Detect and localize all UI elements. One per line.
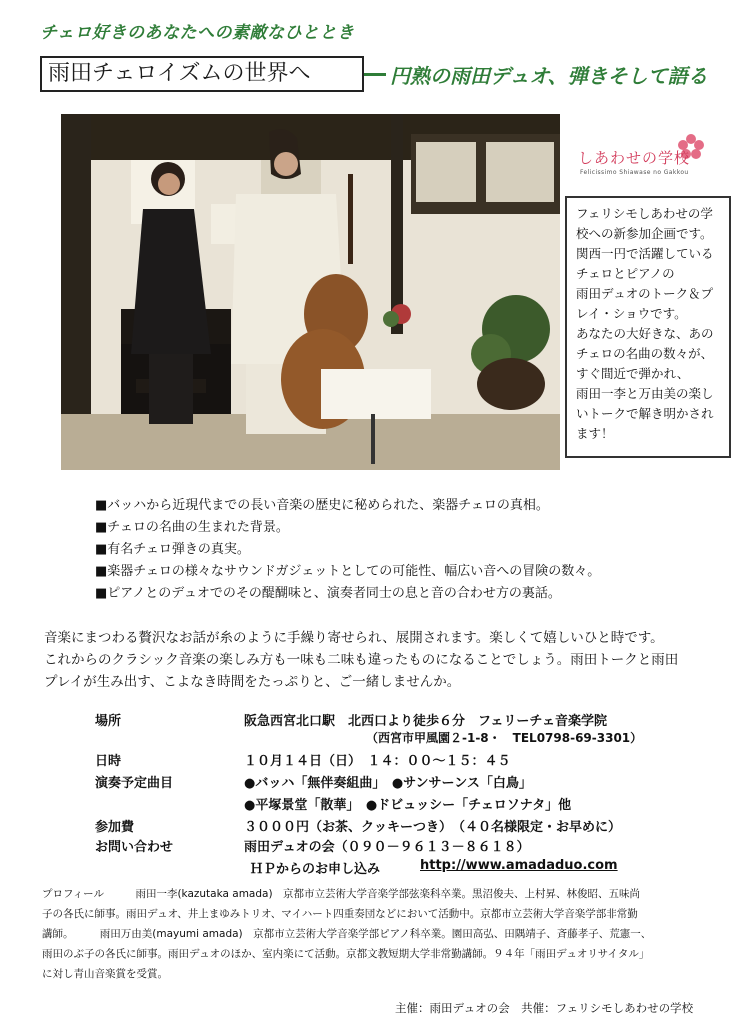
body-paragraph-line: 音楽にまつわる贅沢なお話が糸のように手繰り寄せられ、展開されます。楽しくて嬉しいひと時です。 xyxy=(44,630,664,646)
duo-photo xyxy=(61,114,560,470)
venue-label: 場所 xyxy=(95,714,122,729)
venue-value: 阪急西宮北口駅 北西口より徒歩６分 フェリーチェ音楽学院 xyxy=(244,714,607,729)
tagline: チェロ好きのあなたへの素敵なひととき xyxy=(40,23,355,43)
page-title: 雨田チェロイズムの世界へ xyxy=(40,56,364,92)
bullet-item: ■ピアノとのデュオでのその醍醐味と、演奏者同士の息と音の合わせ方の裏話。 xyxy=(95,586,561,601)
bullet-item: ■楽器チェロの様々なサウンドガジェットとしての可能性、幅広い音への冒険の数々。 xyxy=(95,564,601,579)
hp-label: ＨＰからのお申し込み xyxy=(250,862,381,877)
page-subtitle: 円熟の雨田デュオ、弾きそして語る xyxy=(390,64,708,88)
venue-address: （西宮市甲風園２-1-8・ TEL0798-69-3301） xyxy=(366,731,643,745)
school-logo xyxy=(575,133,725,183)
intro-line: レイ・ショウです。 xyxy=(576,306,687,321)
fee-label: 参加費 xyxy=(95,820,135,835)
fee-value: ３０００円（お茶、クッキーつき） （４０名様限定・お早めに） xyxy=(244,820,622,835)
body-paragraph-line: プレイが生み出す、こよなき時間をたっぷりと、ご一緒しませんか。 xyxy=(44,674,461,690)
intro-line: 雨田デュオのトーク＆プ xyxy=(576,286,714,301)
date-label: 日時 xyxy=(95,754,122,769)
intro-line: チェロの名曲の数々が、 xyxy=(576,346,714,361)
intro-line: 関西一円で活躍している xyxy=(576,246,714,261)
logo-subline: Felicissimo Shiawase no Gakkou xyxy=(580,169,689,176)
title-dash xyxy=(364,73,386,76)
profile-line: に対し青山音楽賞を受賞。 xyxy=(42,968,168,980)
intro-line: フェリシモしあわせの学 xyxy=(576,206,713,221)
intro-line: あなたの大好きな、あの xyxy=(576,326,714,341)
program-line: ●バッハ「無伴奏組曲」 ●サンサーンス「白鳥」 xyxy=(244,776,532,791)
intro-line: チェロとピアノの xyxy=(576,266,675,281)
logo-name: しあわせの学校 xyxy=(578,149,691,167)
profile-line: 雨田のぶ子の各氏に師事。雨田デュオのほか、室内楽にて活動。京都文教短期大学非常勤講師。９４年「雨田デュオリサイタル」 xyxy=(42,948,650,960)
body-paragraph-line: これからのクラシック音楽の楽しみ方も一味も二味も違ったものになることでしょう。雨田トークと雨田 xyxy=(44,652,679,668)
intro-line: ます！ xyxy=(576,426,614,441)
bullet-item: ■バッハから近現代までの長い音楽の歴史に秘められた、楽器チェロの真相。 xyxy=(95,498,549,513)
intro-line: 校への新参加企画です。 xyxy=(576,226,713,241)
intro-line: すぐ間近で弾かれ、 xyxy=(576,366,690,381)
bullet-item: ■チェロの名曲の生まれた背景。 xyxy=(95,520,289,535)
organizer-footer: 主催：雨田デュオの会 共催：フェリシモしあわせの学校 xyxy=(395,1001,694,1015)
website-link[interactable]: http://www.amadaduo.com xyxy=(420,858,618,873)
program-label: 演奏予定曲目 xyxy=(95,776,174,791)
intro-line: いトークで解き明かされ xyxy=(576,406,714,421)
profile-line: プロフィール 雨田一李(kazutaka amada) 京都市立芸術大学音楽学部弦楽科卒業。黒沼俊夫、上村昇、林俊昭、五味尚 xyxy=(42,888,641,900)
program-line: ●平塚景堂「散華」 ●ドビュッシー「チェロソナタ」他 xyxy=(244,798,572,813)
profile-line: 講師。 雨田万由美(mayumi amada) 京都市立芸術大学音楽学部ピアノ科卒業。園田高弘、田隅靖子、斉藤孝子、荒憲一、 xyxy=(42,928,652,940)
intro-box xyxy=(565,196,731,458)
date-value: １０月１４日（日） １４：００～１５：４５ xyxy=(244,754,511,769)
contact-value: 雨田デュオの会（０９０－９６１３－８６１８） xyxy=(244,840,530,855)
intro-line: 雨田一李と万由美の楽し xyxy=(576,386,714,401)
bullet-item: ■有名チェロ弾きの真実。 xyxy=(95,542,250,557)
contact-label: お問い合わせ xyxy=(95,840,174,855)
profile-line: 子の各氏に師事。雨田デュオ、井上まゆみトリオ、マイハート四重奏団などにおいて活動中。京都市立芸術大学音楽学部非常勤 xyxy=(42,908,638,920)
